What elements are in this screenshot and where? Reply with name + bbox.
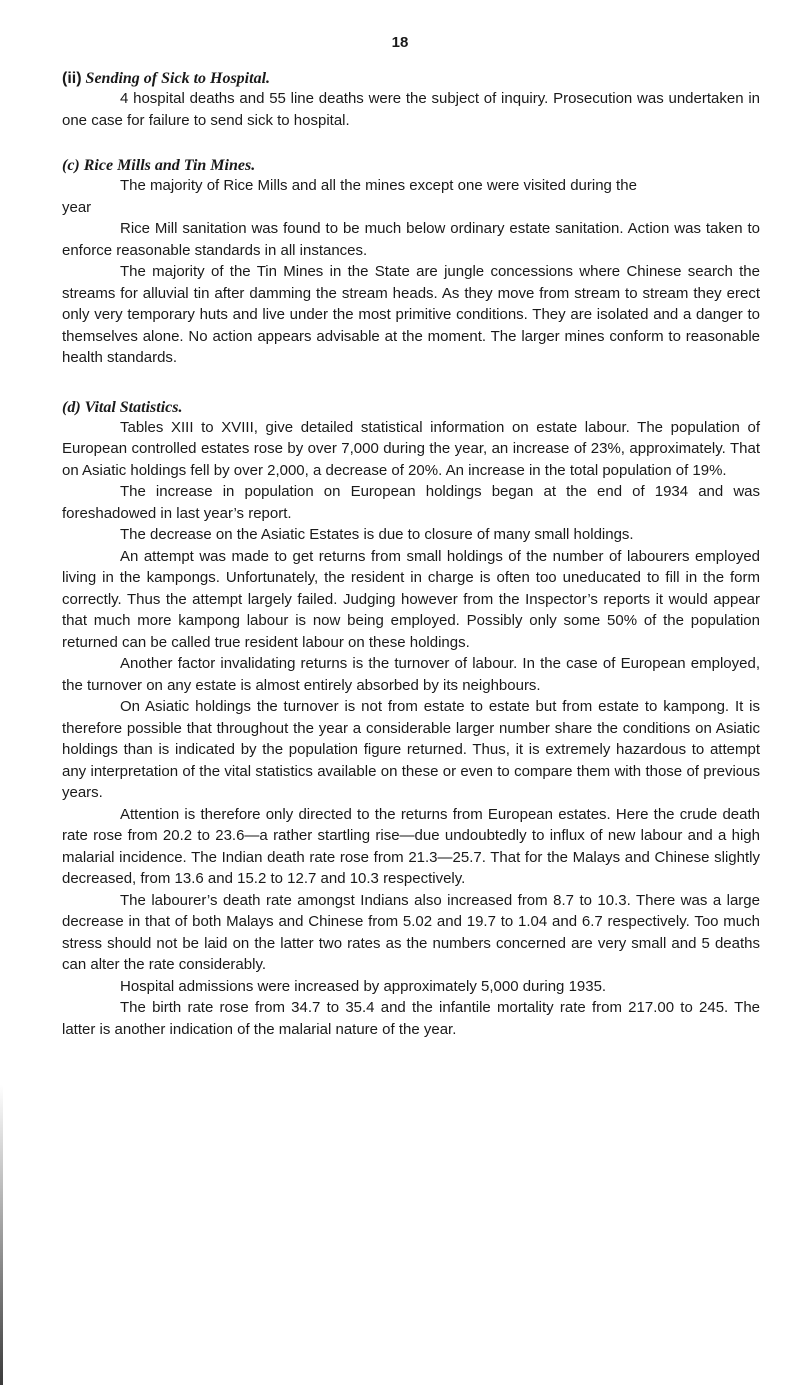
paragraph-european-increase: The increase in population on European holdings began at the end of 1934 and was foreshadowed in last year’s report. <box>62 483 760 522</box>
section-ii-marker: (ii) <box>62 70 82 87</box>
paragraph-hospital-admissions: Hospital admissions were increased by approximately 5,000 during 1935. <box>120 977 607 995</box>
page-edge-shadow <box>0 1085 3 1385</box>
section-d-heading: (d) Vital Statistics. <box>62 398 183 416</box>
page-number: 18 <box>391 34 409 51</box>
paragraph-asiatic-turnover: On Asiatic holdings the turnover is not from estate to estate but from estate to kampong. It is therefore possible that throughout the year a considerable larger number share the conditions on Asiatic holdings than is indicated by the population figure returned. Thus, it is extremely hazardous to attempt any interpretation of the vital statistics available on these or even to compare them with those of previous years. <box>62 698 760 801</box>
section-ii-title: Sending of Sick to Hospital. <box>85 70 271 87</box>
paragraph-asiatic-decrease: The decrease on the Asiatic Estates is due to closure of many small holdings. <box>120 526 634 543</box>
paragraph-kampong-returns: An attempt was made to get returns from small holdings of the number of labourers employed living in the kampongs. Unfortunately, the resident in charge is often too uneducated to fill in the form correctly. Thus the attempt largely failed. Judging however from the Inspector’s reports it would appear that much more kampong labour is now being employed. Possibly only some 50% of the population returned can be called true resident labour on these holdings. <box>62 547 760 651</box>
paragraph-turnover: Another factor invalidating returns is the turnover of labour. In the case of European employed, the turnover on any estate is almost entirely absorbed by its neighbours. <box>62 655 760 694</box>
paragraph-rice-mill-sanitation: Rice Mill sanitation was found to be much below ordinary estate sanitation. Action was taken to enforce reasonable standards in all instances. <box>62 220 760 259</box>
paragraph-rice-mills-visited: The majority of Rice Mills and all the mines except one were visited during the <box>120 177 637 194</box>
document-body <box>62 70 760 1040</box>
section-ii-heading <box>62 70 760 88</box>
paragraph-death-rates: Attention is therefore only directed to the returns from European estates. Here the crude death rate rose from 20.2 to 23.6—a rather startling rise—due undoubtedly to influx of new labour and a high malarial incidence. The Indian death rate rose from 21.3—25.7. That for the Malays and Chinese slightly decreased, from 13.6 and 15.2 to 12.7 and 10.3 respectively. <box>62 805 760 887</box>
paragraph-population-tables: Tables XIII to XVIII, give detailed statistical information on estate labour. The population of European controlled estates rose by over 7,000 during the year, an increase of 23%, approximately. That on Asiatic holdings fell by over 2,000, a decrease of 20%. An increase in the total population of 19%. <box>62 418 760 479</box>
paragraph-birth-rate: The birth rate rose from 34.7 to 35.4 and the infantile mortality rate from 217.00 to 245. The latter is another indication of the malarial nature of the year. <box>62 999 760 1038</box>
paragraph-rice-mills-visited-cont: year <box>62 198 92 216</box>
paragraph-hospital-deaths: 4 hospital deaths and 55 line deaths were the subject of inquiry. Prosecution was undertaken in one case for failure to send sick to hospital. <box>62 90 760 129</box>
section-c-heading: (c) Rice Mills and Tin Mines. <box>62 157 256 174</box>
paragraph-tin-mines: The majority of the Tin Mines in the State are jungle concessions where Chinese search the streams for alluvial tin after damming the stream heads. As they move from stream to stream they erect only very temporary huts and live under the most primitive conditions. They are isolated and a danger to themselves alone. No action appears advisable at the moment. The larger mines conform to reasonable health standards. <box>62 263 760 366</box>
paragraph-labourer-death-rates: The labourer’s death rate amongst Indians also increased from 8.7 to 10.3. There was a large decrease in that of both Malays and Chinese from 5.02 and 19.7 to 1.04 and 6.7 respectively. Too much stress should not be laid on the latter two rates as the numbers concerned are very small and 5 deaths can alter the rate considerably. <box>62 891 760 973</box>
